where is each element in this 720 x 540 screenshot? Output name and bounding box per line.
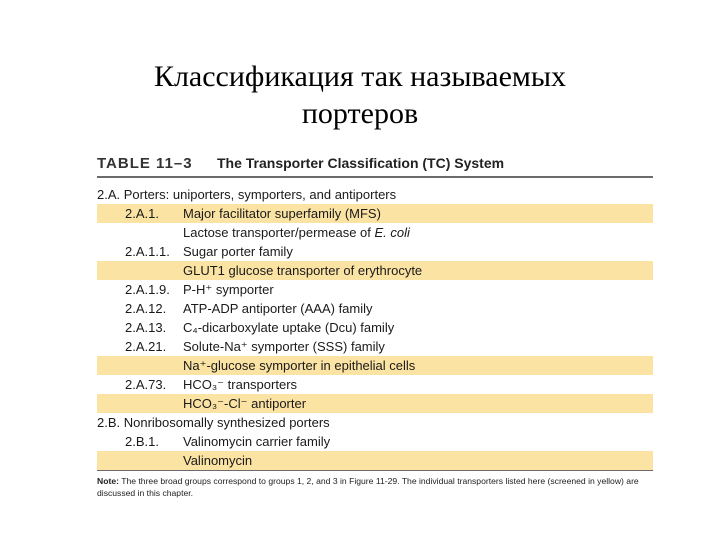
table-bottom-rule [97,470,653,471]
table-row-2a13 [97,318,653,337]
table-row-section-2b [97,413,653,432]
row-desc: HCO₃⁻-Cl⁻ antiporter [183,396,307,411]
table-row-glut1 [97,261,653,280]
row-desc: Na⁺-glucose symporter in epithelial cells [183,358,416,373]
row-desc: Solute-Na⁺ symporter (SSS) family [183,339,385,354]
row-code: 2.A.73. [125,377,167,392]
row-desc-species: E. coli [374,225,410,240]
row-desc: Sugar porter family [183,244,293,259]
table-row-2a73 [97,375,653,394]
row-code: 2.A.1. [125,206,159,221]
slide-title-line-1: Классификация так называемых [153,60,567,93]
table-row-hco3-cl [97,394,653,413]
table-row-2a19 [97,280,653,299]
slide-title [0,58,720,132]
row-desc: Valinomycin carrier family [183,434,331,449]
table-header [97,152,657,174]
slide-title-line-2: портеров [301,97,419,130]
table-note [97,475,653,499]
row-desc: HCO₃⁻ transporters [183,377,298,392]
table-caption: The Transporter Classification (TC) System [217,155,505,171]
table-row-2b1 [97,432,653,451]
row-desc: Major facilitator superfamily (MFS) [183,206,381,221]
table-row-2a1 [97,204,653,223]
row-desc: P-H⁺ symporter [183,282,274,297]
row-desc: Valinomycin [183,453,253,468]
note-text: The three broad groups correspond to groups 1, 2, and 3 in Figure 11-29. The individual transporters listed here (screened in yellow) are discussed in this chapter. [97,476,639,498]
table-row-2a12 [97,299,653,318]
table-row-2a21 [97,337,653,356]
row-code: 2.A.21. [125,339,167,354]
note-label: Note: [97,476,119,486]
table-body [97,185,653,470]
row-code: 2.A.1.1. [125,244,170,259]
row-desc-text: Lactose transporter/permease of [183,225,375,240]
row-code: 2.A.12. [125,301,167,316]
row-code: 2.A.1.9. [125,282,170,297]
table-label: TABLE 11–3 [97,154,193,172]
row-code: 2.B.1. [125,434,159,449]
table-row-2a11 [97,242,653,261]
row-desc: 2.B. Nonribosomally synthesized porters [97,415,330,430]
table-row-section-2a [97,185,653,204]
table-row-valinomycin [97,451,653,470]
table-top-rule [97,176,653,178]
row-desc: ATP-ADP antiporter (AAA) family [183,301,373,316]
row-desc [97,223,653,242]
row-code: 2.A.13. [125,320,167,335]
row-desc: GLUT1 glucose transporter of erythrocyte [183,263,423,278]
row-desc: 2.A. Porters: uniporters, symporters, and antiporters [97,187,397,202]
table-row-na-glucose [97,356,653,375]
table-row-lactose [97,223,653,242]
row-desc: C₄-dicarboxylate uptake (Dcu) family [183,320,395,335]
